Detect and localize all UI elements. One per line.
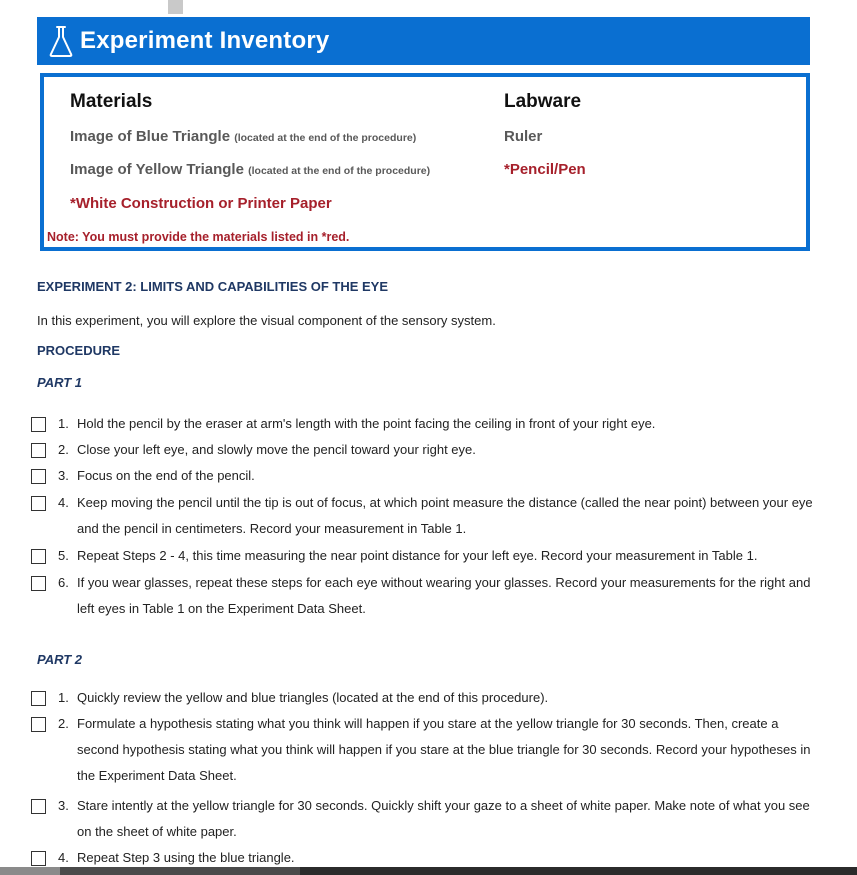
- labware-heading: Labware: [504, 91, 582, 112]
- bottom-edge: [0, 867, 857, 875]
- experiment-title: EXPERIMENT 2: LIMITS AND CAPABILITIES OF THE EYE: [37, 279, 389, 294]
- step-checkbox[interactable]: [31, 576, 46, 591]
- step-item: 6. If you wear glasses, repeat these steps for each eye without wearing your glasses. Record your measurements for the right and left eyes in Table 1 on the Experiment Data Sheet.: [58, 575, 811, 616]
- step-checkbox[interactable]: [31, 443, 46, 458]
- part1-heading: PART 1: [37, 375, 83, 390]
- materials-heading: Materials: [70, 91, 153, 112]
- material-item: Image of Blue Triangle (located at the end of the procedure): [70, 128, 417, 145]
- step-item: 1. Hold the pencil by the eraser at arm's length with the point facing the ceiling in front of your right eye.: [58, 416, 656, 431]
- step-checkbox[interactable]: [31, 549, 46, 564]
- step-checkbox[interactable]: [31, 717, 46, 732]
- step-checkbox[interactable]: [31, 417, 46, 432]
- step-item: 1. Quickly review the yellow and blue triangles (located at the end of this procedure).: [58, 690, 549, 705]
- step-checkbox[interactable]: [31, 691, 46, 706]
- page-tab: [168, 0, 183, 14]
- experiment-intro: In this experiment, you will explore the visual component of the sensory system.: [37, 313, 496, 328]
- step-item: 3. Focus on the end of the pencil.: [58, 468, 255, 483]
- flask-icon: [48, 24, 74, 58]
- part2-heading: PART 2: [37, 652, 83, 667]
- step-checkbox[interactable]: [31, 469, 46, 484]
- inventory-banner: [37, 17, 810, 65]
- step-checkbox[interactable]: [31, 851, 46, 866]
- inventory-note: Note: You must provide the materials listed in *red.: [47, 230, 350, 244]
- step-item: 2. Close your left eye, and slowly move the pencil toward your right eye.: [58, 442, 476, 457]
- step-checkbox[interactable]: [31, 799, 46, 814]
- step-item: 3. Stare intently at the yellow triangle for 30 seconds. Quickly shift your gaze to a sheet of white paper. Make note of what you see on the sheet of white paper.: [58, 798, 810, 839]
- labware-item: Ruler: [504, 128, 543, 145]
- procedure-heading: PROCEDURE: [37, 343, 121, 358]
- inventory-box: [40, 73, 810, 251]
- labware-item-required: *Pencil/Pen: [504, 161, 586, 178]
- step-item: 5. Repeat Steps 2 - 4, this time measuring the near point distance for your left eye. Record your measurement in Table 1.: [58, 548, 758, 563]
- step-item: 2. Formulate a hypothesis stating what you think will happen if you stare at the yellow triangle for 30 seconds. Then, create a second hypothesis stating what you think will happen if you stare at the blue triangle for 30 seconds. Record your hypotheses in the Experiment Data Sheet.: [58, 716, 811, 783]
- step-checkbox[interactable]: [31, 496, 46, 511]
- material-item-required: *White Construction or Printer Paper: [70, 195, 332, 212]
- step-item: 4. Keep moving the pencil until the tip is out of focus, at which point measure the distance (called the near point) between your eye and the pencil in centimeters. Record your measurement in Table 1.: [58, 495, 813, 536]
- material-item: Image of Yellow Triangle (located at the end of the procedure): [70, 161, 431, 178]
- step-item: 4. Repeat Step 3 using the blue triangle.: [58, 850, 295, 865]
- page-title: Experiment Inventory: [80, 27, 330, 54]
